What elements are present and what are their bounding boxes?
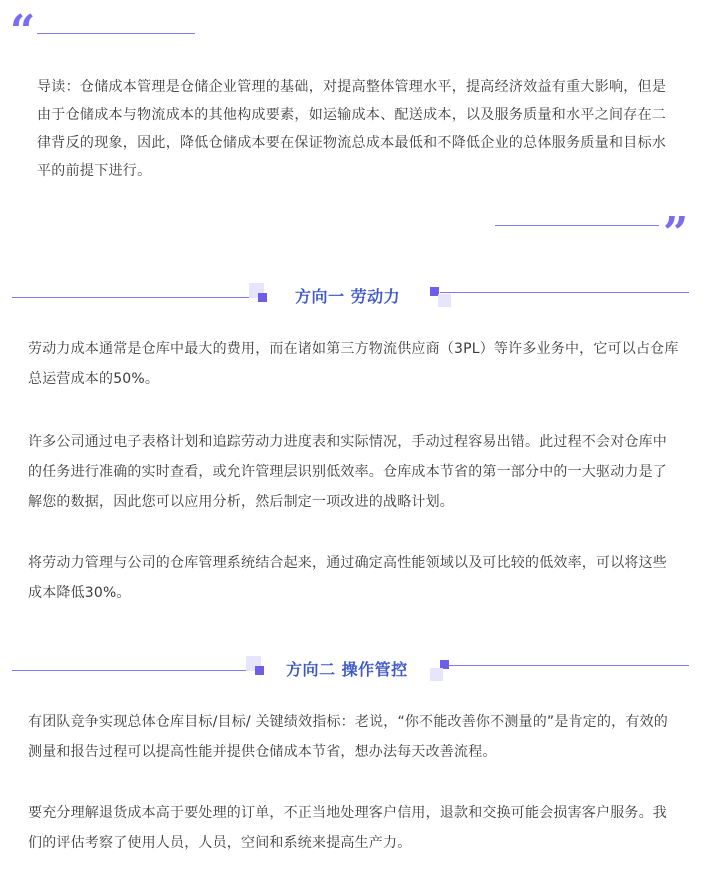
section1-right-line bbox=[440, 292, 689, 293]
close-quote-icon: ” bbox=[663, 212, 689, 242]
intro-paragraph: 导读：仓储成本管理是仓储企业管理的基础，对提高整体管理水平，提高经济效益有重大影响，但是由于仓储成本与物流成本的其他构成要素，如运输成本、配送成本，以及服务质量和水平之间存在二律背反的现象，因此，降低仓储成本要在保证物流总成本最低和不降低企业的总体服务质量和目标水平的前提下进行。 bbox=[37, 79, 667, 179]
section2-paragraph-2: 要充分理解退货成本高于要处理的订单，不正当地处理客户信用，退款和交换可能会损害客户服务。我们的评估考察了使用人员，人员，空间和系统来提高生产力。 bbox=[28, 805, 667, 851]
section1-left-line bbox=[12, 297, 260, 298]
section1-paragraph-3: 将劳动力管理与公司的仓库管理系统结合起来，通过确定高性能领域以及可比较的低效率，可以将这些成本降低30%。 bbox=[28, 555, 667, 601]
intro-top-divider bbox=[37, 33, 195, 34]
section1-right-square-decoration bbox=[438, 294, 451, 307]
section1-paragraph-2: 许多公司通过电子表格计划和追踪劳动力进度表和实际情况，手动过程容易出错。此过程不会对仓库中的任务进行准确的实时查看，或允许管理层识别低效率。仓库成本节省的第一部分中的一大驱动力是了解您的数据，因此您可以应用分析，然后制定一项改进的战略计划。 bbox=[28, 434, 667, 510]
section2-paragraph-1: 有团队竞争实现总体仓库目标/目标/ 关键绩效指标：老说，“你不能改善你不测量的”是肯定的，有效的测量和报告过程可以提高性能并提供仓储成本节省，想办法每天改善流程。 bbox=[28, 714, 668, 760]
section2-right-line bbox=[449, 665, 689, 666]
section2-right-square-decoration bbox=[430, 668, 443, 681]
section1-left-square-icon bbox=[258, 293, 267, 302]
section2-title: 方向二 操作管控 bbox=[286, 660, 408, 679]
section1-paragraph-1: 劳动力成本通常是仓库中最大的费用，而在诸如第三方物流供应商（3PL）等许多业务中，它可以占仓库总运营成本的50%。 bbox=[28, 341, 679, 387]
intro-bottom-divider bbox=[495, 225, 659, 226]
section1-title: 方向一 劳动力 bbox=[295, 287, 401, 306]
open-quote-icon: “ bbox=[10, 10, 36, 40]
section2-left-line bbox=[12, 670, 257, 671]
section2-left-square-icon bbox=[255, 666, 264, 675]
